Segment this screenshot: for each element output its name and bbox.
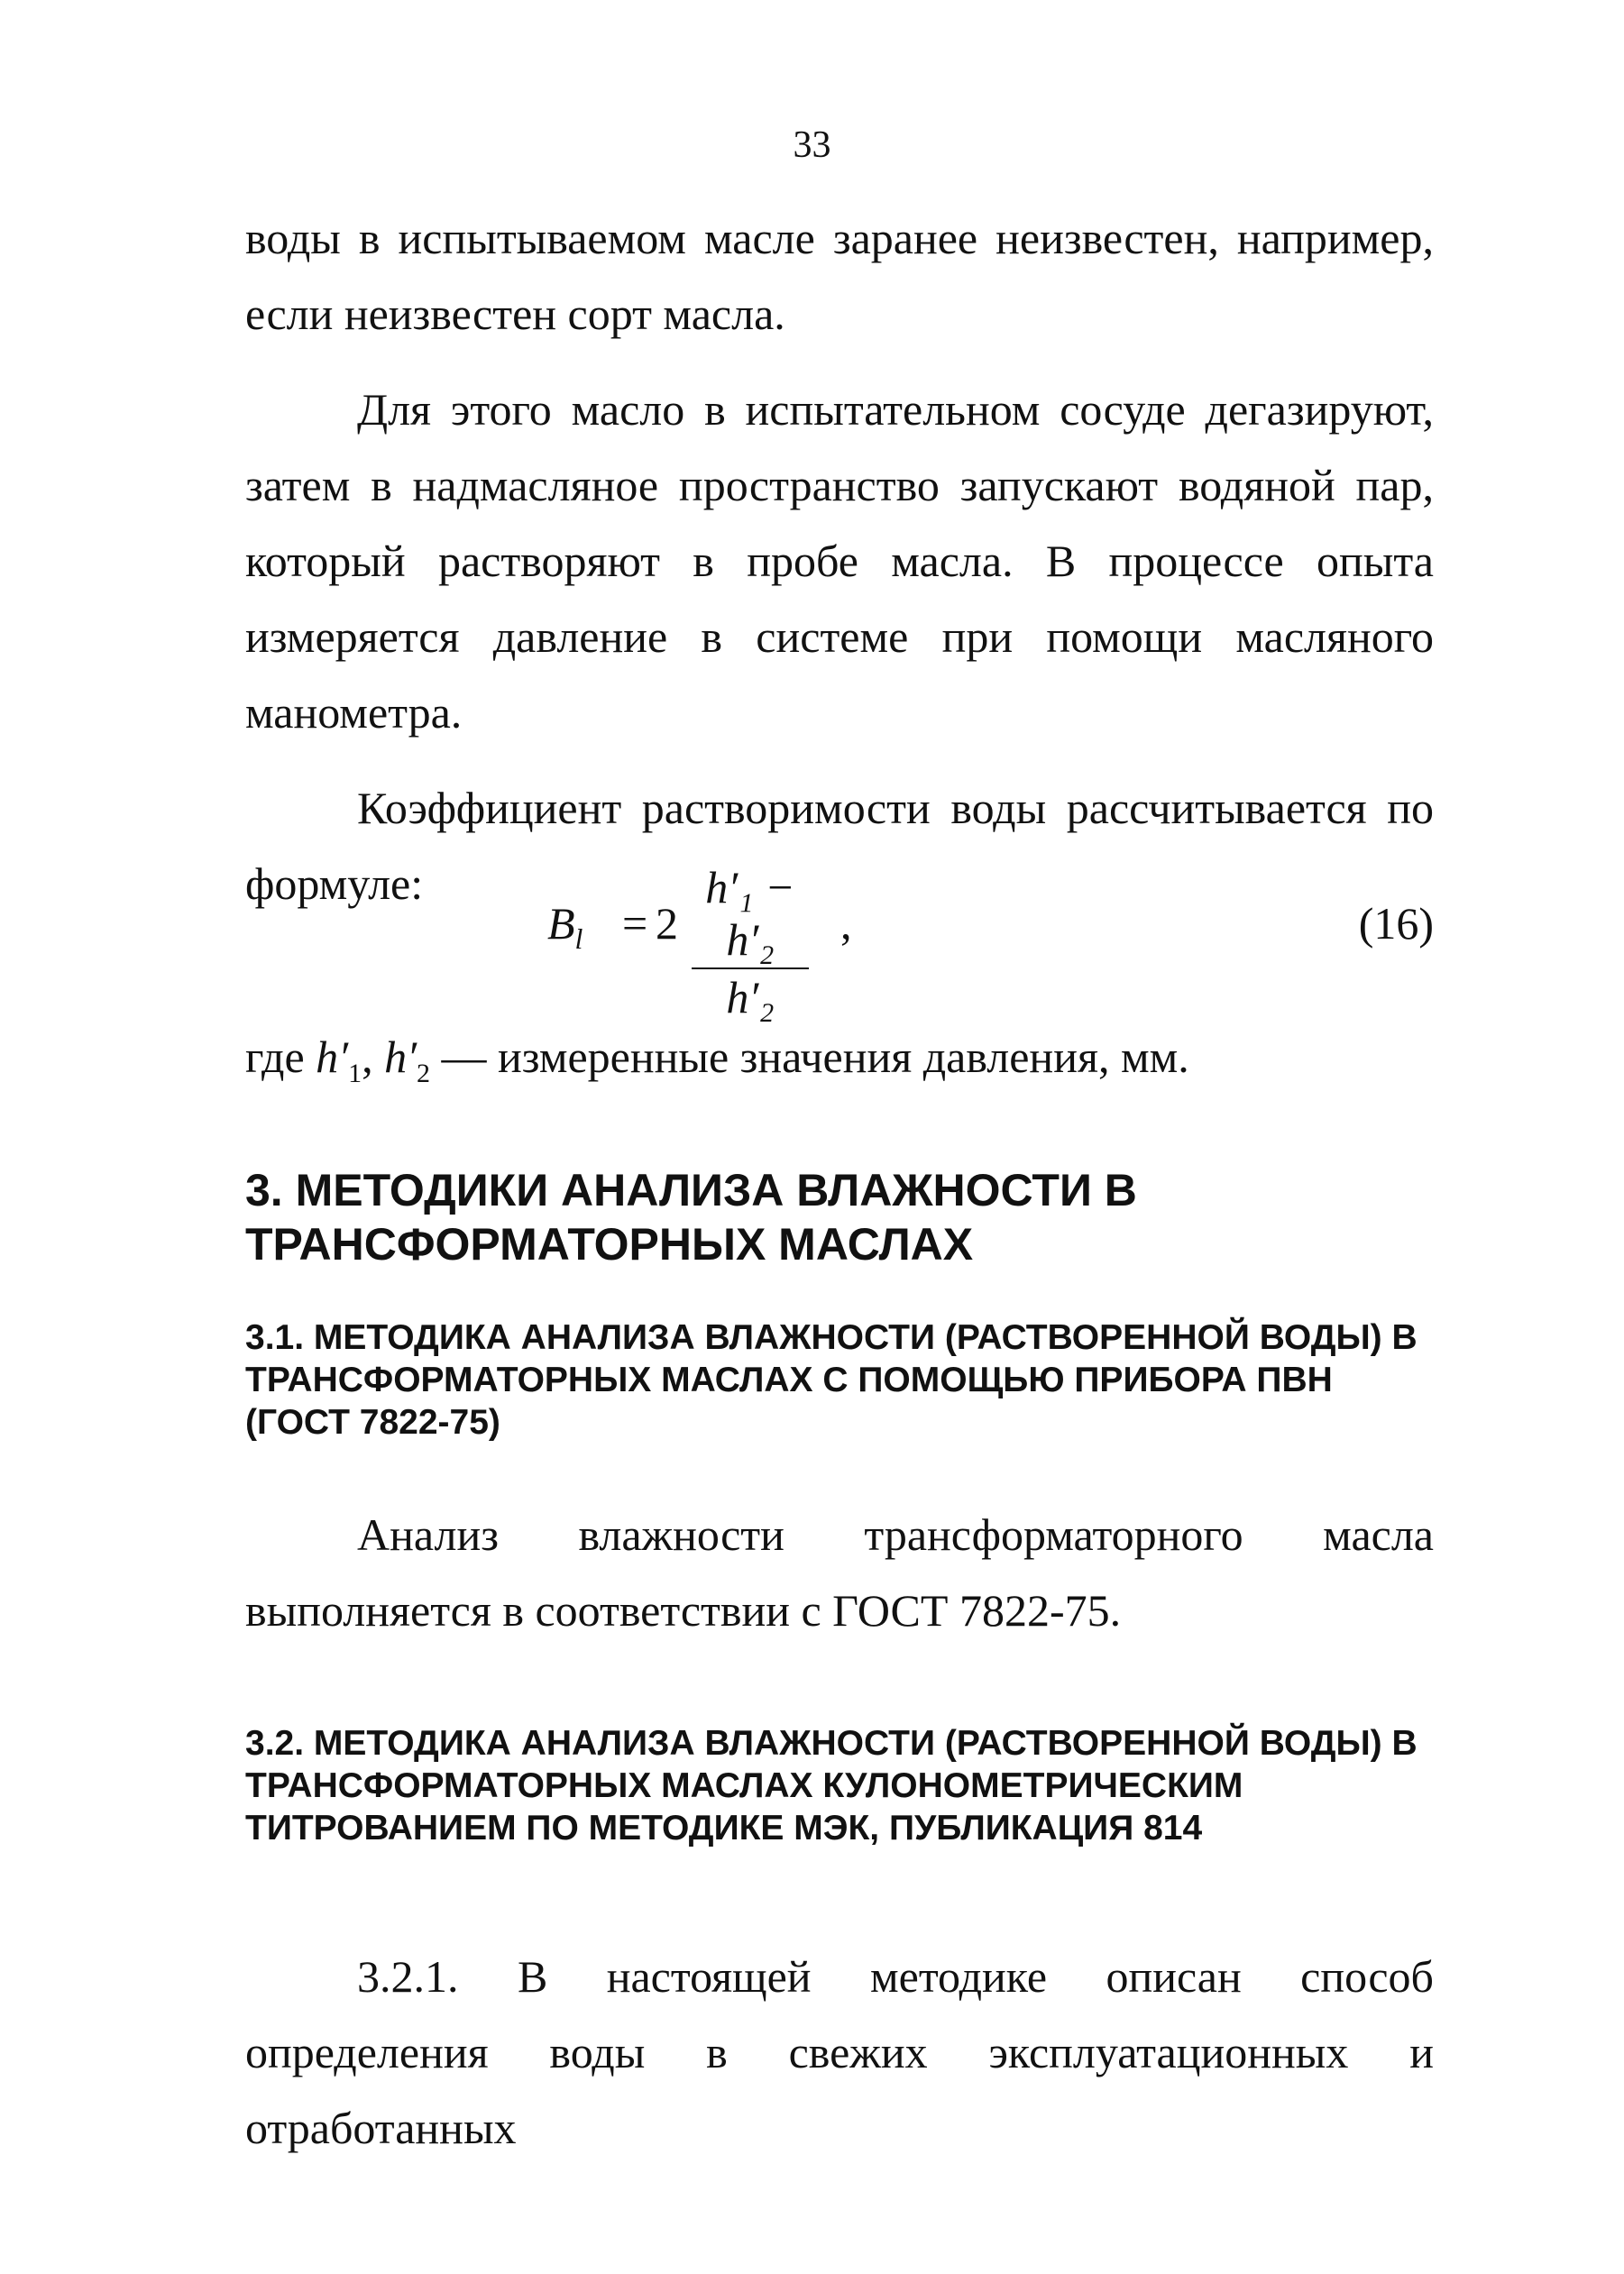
formula-16 bbox=[245, 861, 1434, 1022]
section-3-1-text bbox=[245, 1497, 1434, 1648]
paragraph-method: Для этого масло в испытательном сосуде дегазируют, затем в надмасляное пространство запускают водяной пар, который растворяют в пробе масла. В процессе опыта измеряется давление в системе при помощи масляного манометра. bbox=[245, 384, 1434, 738]
intro-text bbox=[245, 200, 1434, 922]
formula-denominator: h′₂ bbox=[726, 972, 775, 1022]
formula-fraction bbox=[692, 861, 809, 1023]
formula-lhs: $B_l$ bbox=[547, 898, 583, 955]
paragraph-3-1: Анализ влажности трансформаторного масла выполняется в соответствии с ГОСТ 7822-75. bbox=[245, 1509, 1434, 1636]
page-number: 33 bbox=[793, 124, 831, 166]
formula-comma: , bbox=[840, 898, 852, 949]
section-3-1-heading: 3.1. МЕТОДИКА АНАЛИЗА ВЛАЖНОСТИ (РАСТВОРЕННОЙ ВОДЫ) В ТРАНСФОРМАТОРНЫХ МАСЛАХ С ПОМОЩЬЮ ПРИБОРА ПВН (ГОСТ 7822-75) bbox=[245, 1318, 1418, 1442]
section-3-2-text bbox=[245, 1939, 1434, 2166]
section-3-heading: 3. МЕТОДИКИ АНАЛИЗА ВЛАЖНОСТИ В ТРАНСФОРМАТОРНЫХ МАСЛАХ bbox=[245, 1165, 1137, 1270]
fraction-bar bbox=[692, 967, 809, 969]
paragraph-3-2-1: 3.2.1. В настоящей методике описан способ определения воды в свежих эксплуатационных и отработанных bbox=[245, 1951, 1434, 2153]
formula-equals: = bbox=[622, 898, 648, 949]
formula-coefficient: 2 bbox=[656, 898, 678, 949]
paragraph-continuation: воды в испытываемом масле заранее неизвестен, например, если неизвестен сорт масла. bbox=[245, 213, 1434, 339]
formula-number: (16) bbox=[1358, 898, 1434, 949]
section-3-2-heading: 3.2. МЕТОДИКА АНАЛИЗА ВЛАЖНОСТИ (РАСТВОРЕННОЙ ВОДЫ) В ТРАНСФОРМАТОРНЫХ МАСЛАХ КУЛОНОМЕТРИЧЕСКИМ ТИТРОВАНИЕМ ПО МЕТОДИКЕ МЭК, ПУБЛИКАЦИЯ 814 bbox=[245, 1724, 1418, 1848]
paragraph-formula-intro: Коэффициент растворимости воды рассчитывается по формуле: bbox=[245, 783, 1434, 909]
formula-legend: где $h'_1$, $h'_2$ — измеренные значения давления, мм. bbox=[245, 1032, 1189, 1088]
formula-numerator: h′₁ − h′₂ bbox=[705, 862, 795, 965]
